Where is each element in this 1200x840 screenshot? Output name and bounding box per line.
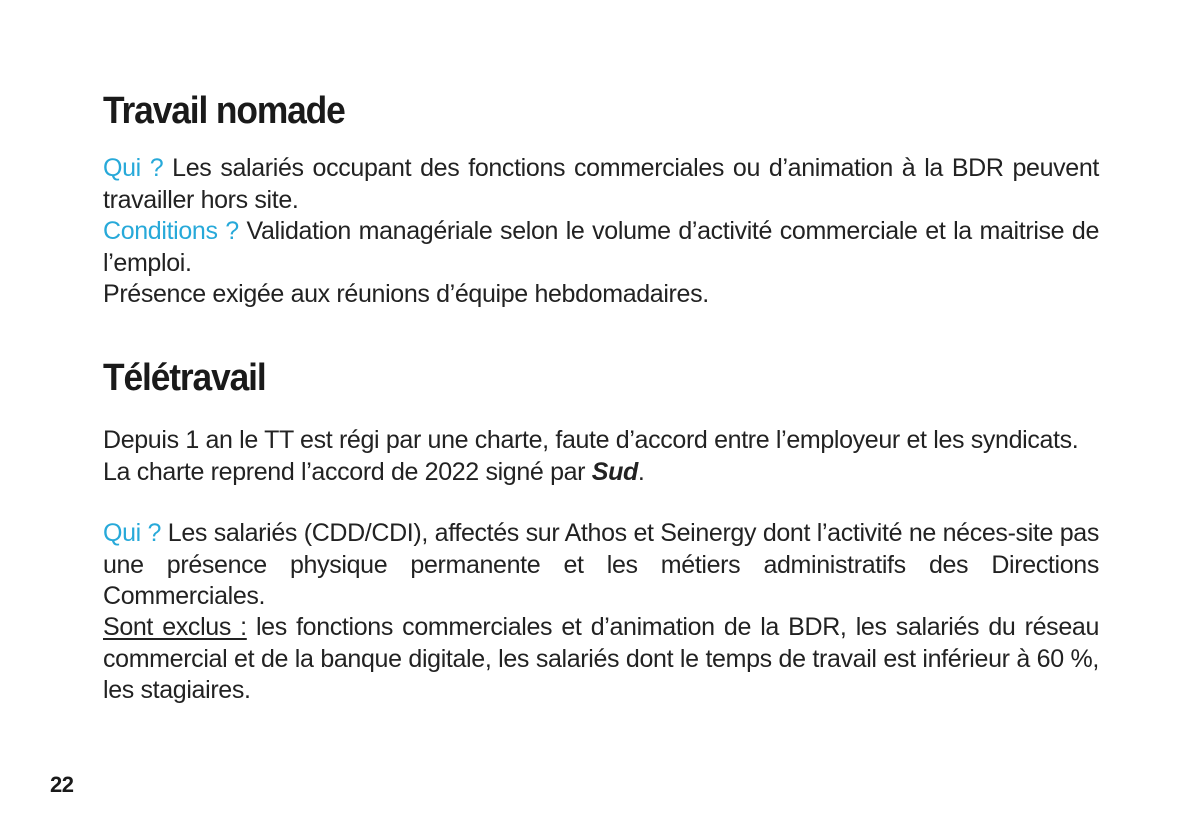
conditions-text: Validation managériale selon le volume d’activité commerciale et la maitrise de l’emploi. xyxy=(103,217,1100,277)
paragraph-who-nomade xyxy=(103,153,1099,216)
excluded-label: Sont exclus : xyxy=(103,613,247,641)
intro-line-1: Depuis 1 an le TT est régi par une charte, faute d’accord entre l’employeur et les syndicats. xyxy=(103,426,1079,454)
who-label-nomade: Qui ? xyxy=(103,154,164,182)
page-number: 22 xyxy=(50,772,74,797)
excluded-text: les fonctions commerciales et d’animation de la BDR, les salariés du réseau commercial et de la banque digitale, les salariés dont le temps de travail est inférieur à 60 %, les stagiaires. xyxy=(103,613,1099,704)
paragraph-excluded xyxy=(103,612,1099,707)
paragraph-conditions-nomade xyxy=(103,216,1099,279)
paragraph-intro-teletravail xyxy=(103,425,1099,488)
union-name: Sud xyxy=(591,457,638,486)
who-label-teletravail: Qui ? xyxy=(103,519,162,547)
intro-line-2-suffix: . xyxy=(637,457,645,486)
paragraph-presence: Présence exigée aux réunions d’équipe hebdomadaires. xyxy=(103,280,709,308)
paragraph-who-teletravail xyxy=(103,518,1099,613)
who-text-nomade: Les salariés occupant des fonctions commerciales ou d’animation à la BDR peuvent travailler hors site. xyxy=(103,154,1099,214)
section-title-travail-nomade: Travail nomade xyxy=(103,90,345,132)
conditions-label: Conditions ? xyxy=(103,217,239,245)
intro-line-2-prefix: La charte reprend l’accord de 2022 signé par xyxy=(103,457,592,486)
section-title-teletravail: Télétravail xyxy=(103,357,266,399)
who-text-teletravail: Les salariés (CDD/CDI), affectés sur Athos et Seinergy dont l’activité ne néces-site pas une présence physique permanente et les métiers administratifs des Directions Commerciales. xyxy=(103,519,1099,610)
